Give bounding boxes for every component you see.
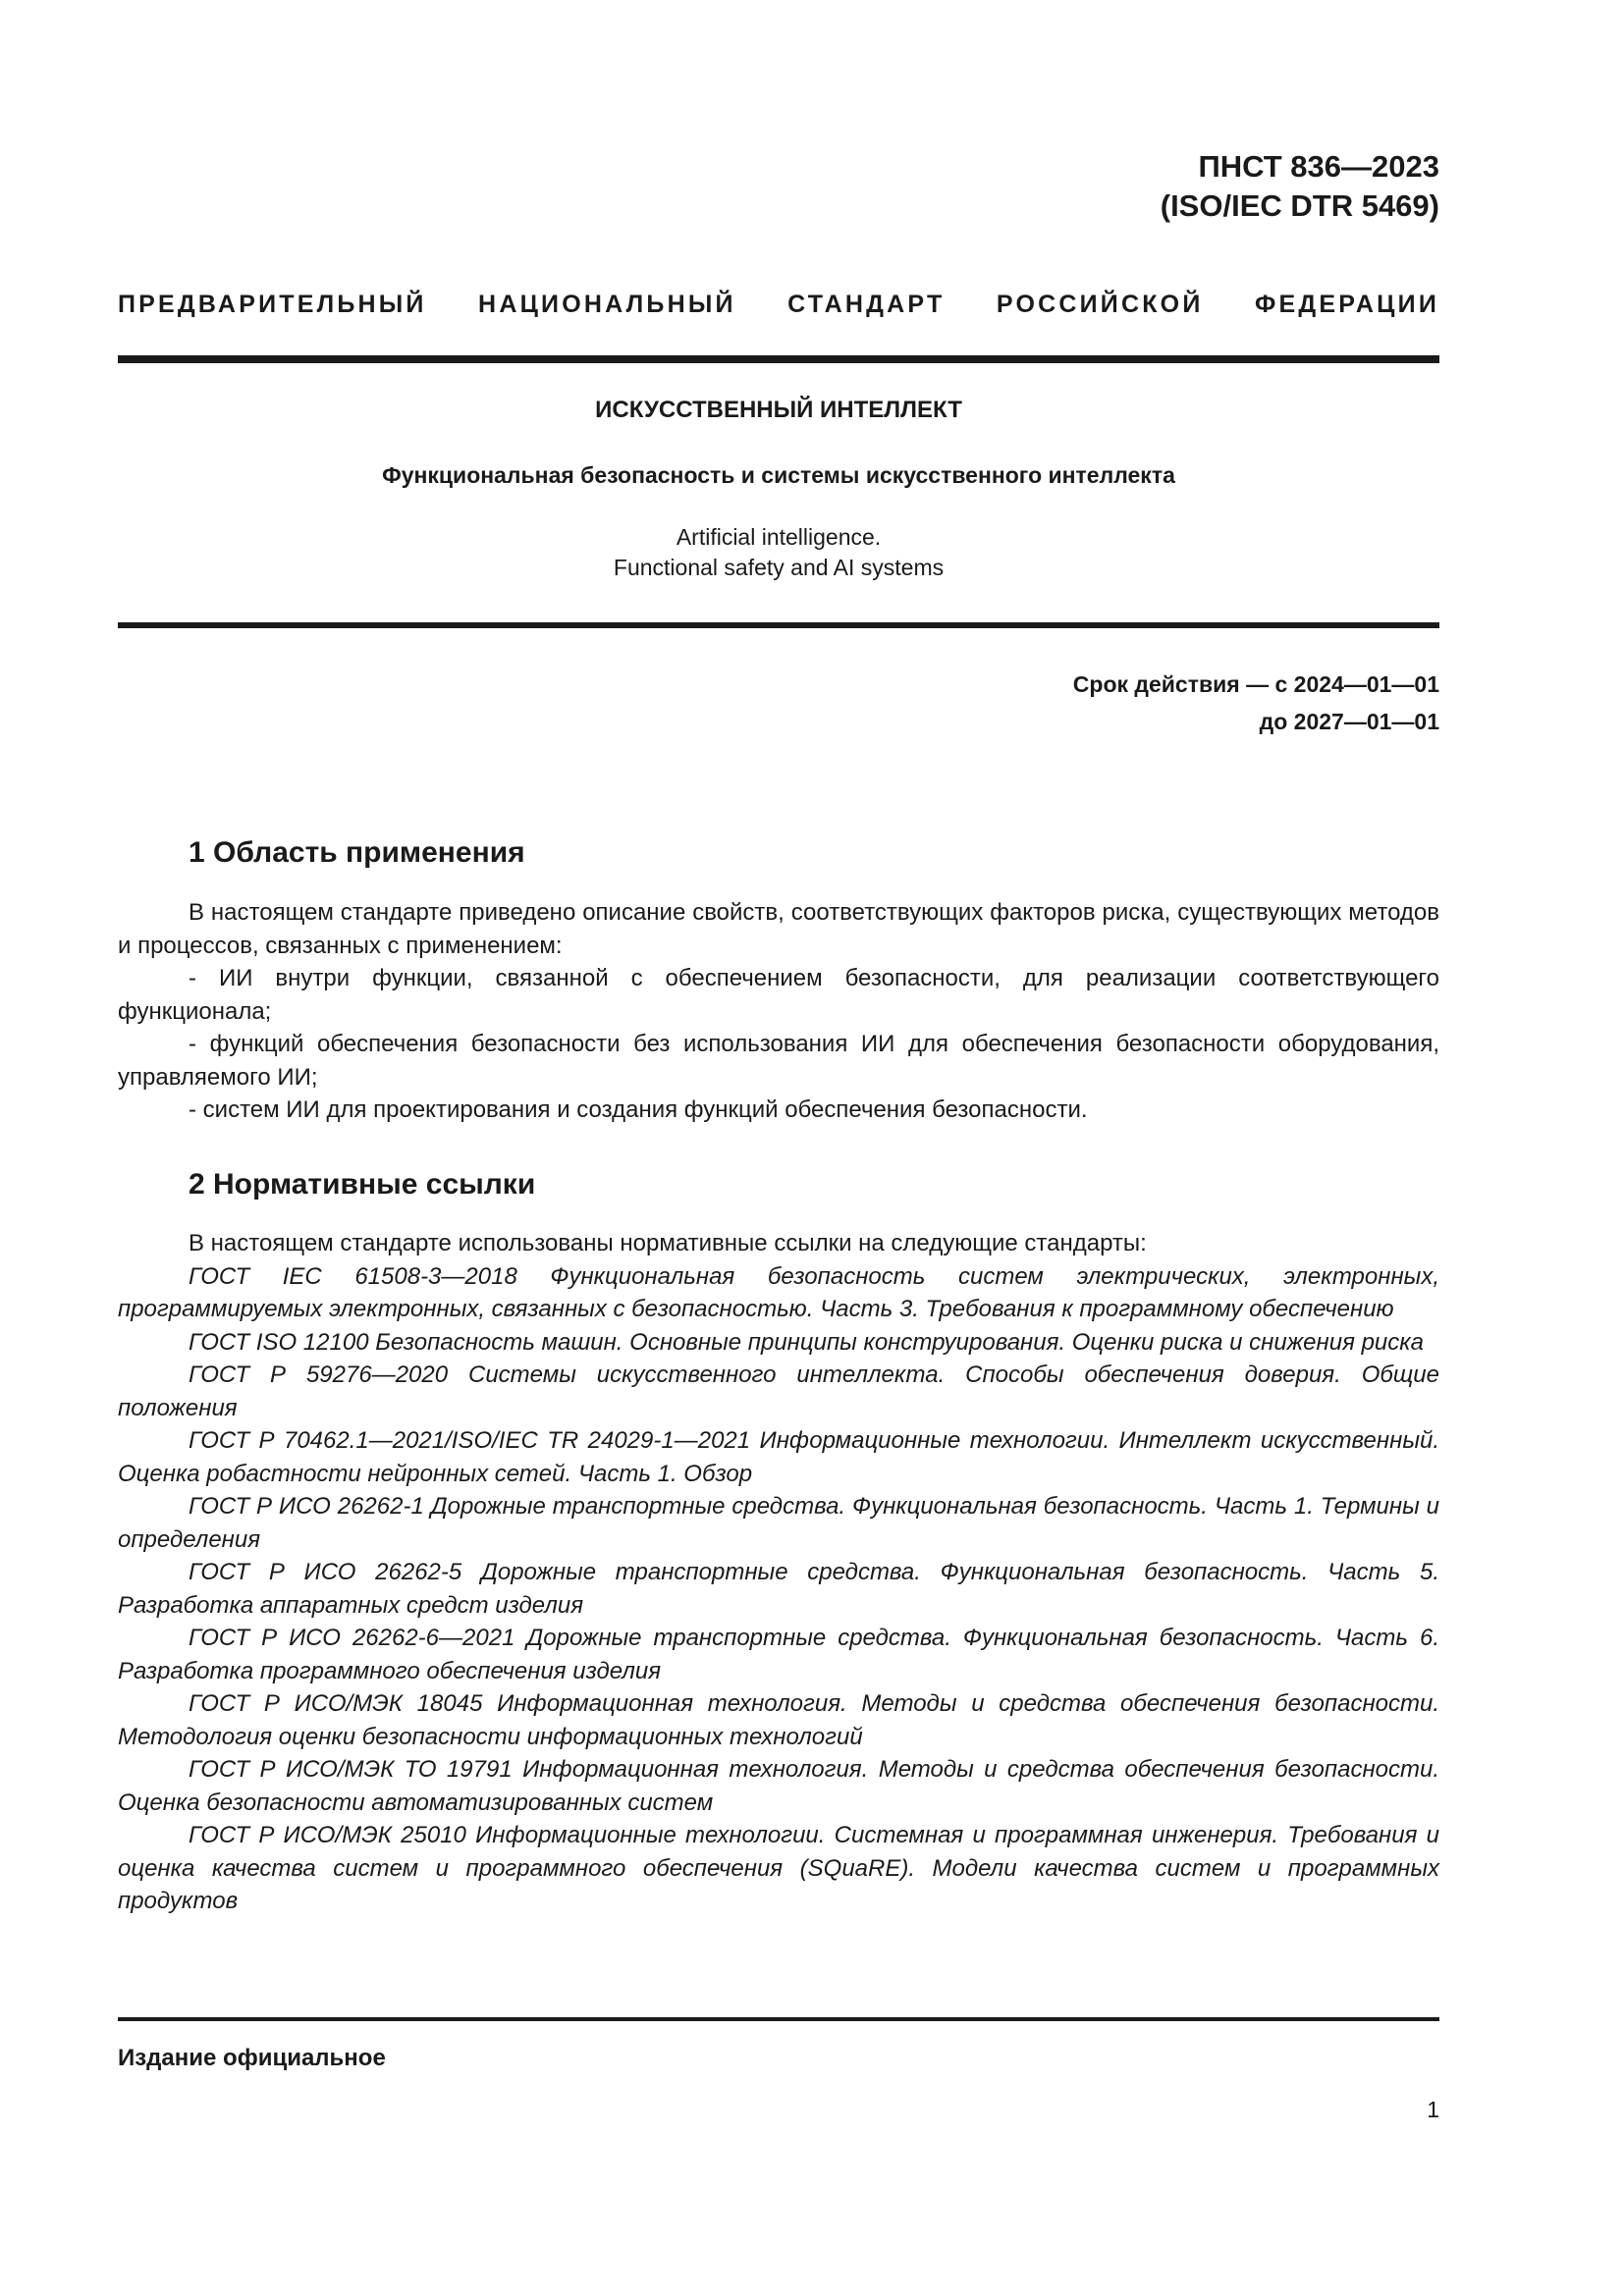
- standard-subtitle: Функциональная безопасность и системы искусственного интеллекта: [382, 462, 1175, 488]
- title-bottom-rule: [118, 622, 1439, 628]
- reference-item: ГОСТ Р 70462.1—2021/ISO/IEC TR 24029-1—2021 Информационные технологии. Интеллект искусственный. Оценка робастности нейронных сетей. Часть 1. Обзор: [118, 1427, 1439, 1487]
- validity-start: Срок действия — с 2024—01—01: [1072, 671, 1439, 697]
- references-text: [118, 1227, 1439, 1918]
- reference-item: ГОСТ ISO 12100 Безопасность машин. Основные принципы конструирования. Оценки риска и снижения риска: [189, 1328, 1424, 1356]
- english-title-line2: Functional safety and AI systems: [613, 555, 945, 580]
- designation-number: ПНСТ 836—2023: [1198, 149, 1439, 184]
- reference-item: ГОСТ Р ИСО/МЭК 18045 Информационная технология. Методы и средства обеспечения безопасности. Методология оценки безопасности информационных технологий: [118, 1690, 1439, 1750]
- page-number: 1: [1427, 2097, 1439, 2122]
- scope-list-item: - ИИ внутри функции, связанной с обеспечением безопасности, для реализации соответствующего функционала;: [118, 965, 1439, 1025]
- section-heading-scope: 1 Область применения: [189, 836, 525, 869]
- standard-english-title: [118, 522, 1439, 583]
- validity-end: до 2027—01—01: [1259, 709, 1439, 734]
- reference-item: ГОСТ IEC 61508-3—2018 Функциональная безопасность систем электрических, электронных, программируемых электронных, связанных с безопасностью. Часть 3. Требования к программному обеспечению: [118, 1262, 1439, 1322]
- section-heading-references: 2 Нормативные ссылки: [189, 1168, 536, 1201]
- designation-iso: (ISO/IEC DTR 5469): [1160, 188, 1439, 223]
- reference-item: ГОСТ Р ИСО 26262-6—2021 Дорожные транспортные средства. Функциональная безопасность. Часть 6. Разработка программного обеспечения изделия: [118, 1625, 1439, 1684]
- scope-text: [118, 896, 1439, 1127]
- official-edition-label: Издание официальное: [118, 2045, 386, 2071]
- reference-item: ГОСТ Р ИСО/МЭК 25010 Информационные технологии. Системная и программная инженерия. Требования и оценка качества систем и программного обеспечения (SQuaRE). Модели качества систем и программных продуктов: [118, 1822, 1439, 1914]
- reference-item: ГОСТ Р ИСО/МЭК ТО 19791 Информационная технология. Методы и средства обеспечения безопасности. Оценка безопасности автоматизированных систем: [118, 1756, 1439, 1816]
- national-standard-title: ПРЕДВАРИТЕЛЬНЫЙ НАЦИОНАЛЬНЫЙ СТАНДАРТ РОССИЙСКОЙ ФЕДЕРАЦИИ: [118, 291, 1439, 318]
- references-intro: В настоящем стандарте использованы нормативные ссылки на следующие стандарты:: [189, 1230, 1147, 1256]
- reference-item: ГОСТ Р ИСО 26262-1 Дорожные транспортные средства. Функциональная безопасность. Часть 1. Термины и определения: [118, 1493, 1439, 1553]
- reference-item: ГОСТ Р ИСО 26262-5 Дорожные транспортные средства. Функциональная безопасность. Часть 5. Разработка аппаратных средст изделия: [118, 1559, 1439, 1619]
- reference-item: ГОСТ Р 59276—2020 Системы искусственного интеллекта. Способы обеспечения доверия. Общие положения: [118, 1362, 1439, 1421]
- scope-list-item: - систем ИИ для проектирования и создания функций обеспечения безопасности.: [189, 1096, 1088, 1123]
- footer-rule: [118, 2017, 1439, 2021]
- scope-list-item: - функций обеспечения безопасности без использования ИИ для обеспечения безопасности оборудования, управляемого ИИ;: [118, 1031, 1439, 1091]
- standard-designation: [1161, 147, 1439, 226]
- validity-period: [1073, 666, 1439, 740]
- scope-intro: В настоящем стандарте приведено описание свойств, соответствующих факторов риска, существующих методов и процессов, связанных с применением:: [118, 899, 1439, 959]
- english-title-line1: Artificial intelligence.: [676, 524, 882, 550]
- top-rule: [118, 355, 1439, 363]
- standard-title: ИСКУССТВЕННЫЙ ИНТЕЛЛЕКТ: [595, 397, 962, 423]
